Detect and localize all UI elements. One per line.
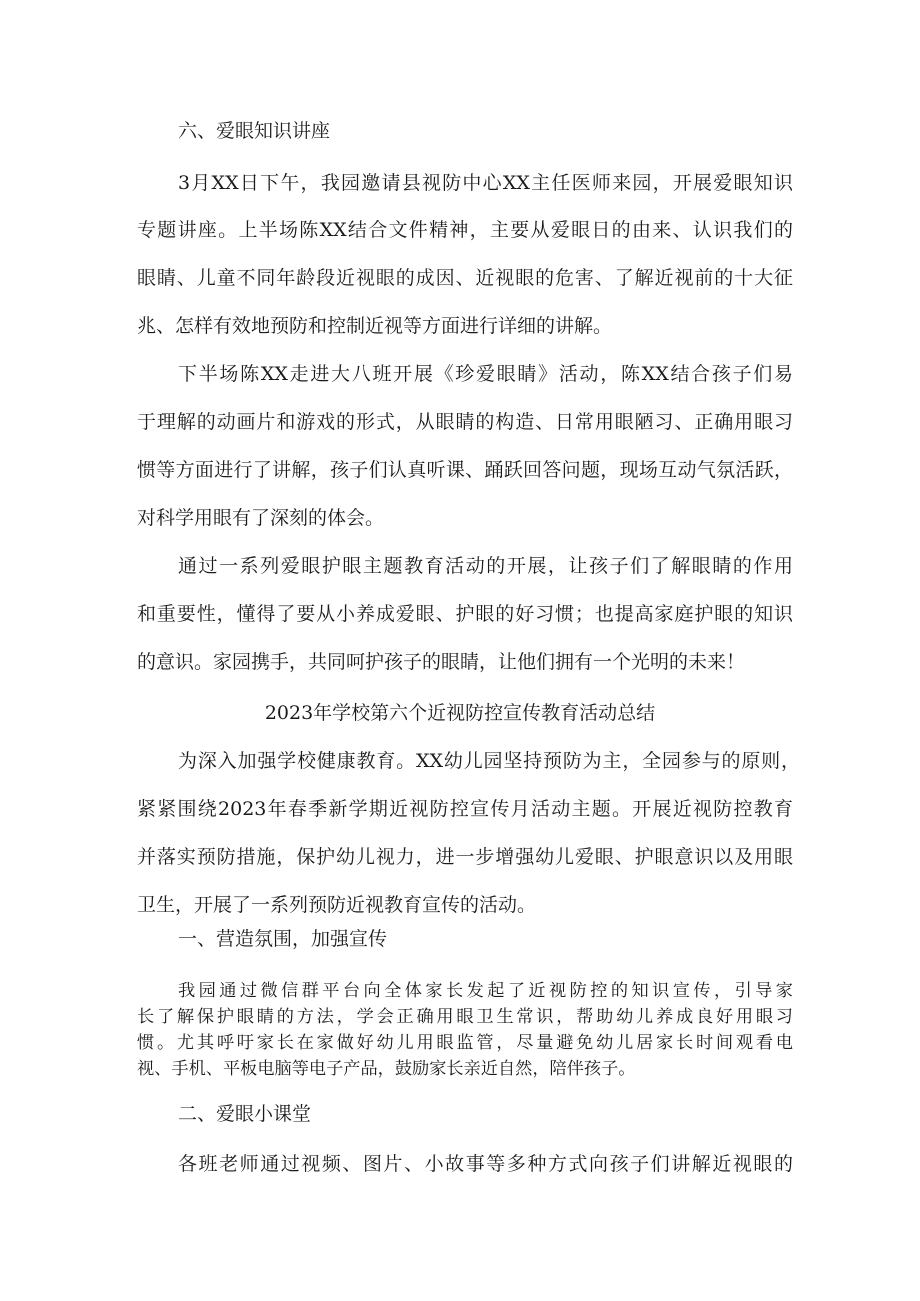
paragraph-line: 下半场陈XX走进大八班开展《珍爱眼睛》活动，陈XX结合孩子们易 bbox=[178, 363, 793, 385]
paragraph-line: 3月XX日下午，我园邀请县视防中心XX主任医师来园，开展爱眼知识 bbox=[178, 172, 793, 194]
paragraph-line: 为深入加强学校健康教育。XX幼儿园坚持预防为主，全园参与的原则， bbox=[178, 750, 800, 772]
paragraph-line: 通过一系列爱眼护眼主题教育活动的开展，让孩子们了解眼睛的作用 bbox=[178, 555, 793, 577]
paragraph-line: 卫生，开展了一系列预防近视教育宣传的活动。 bbox=[137, 894, 537, 916]
paragraph-line: 我园通过微信群平台向全体家长发起了近视防控的知识宣传，引导家 bbox=[178, 981, 793, 1001]
paragraph-line: 长了解保护眼睛的方法，学会正确用眼卫生常识，帮助幼儿养成良好用眼习 bbox=[137, 1007, 793, 1027]
paragraph-line: 的意识。家园携手，共同呵护孩子的眼睛，让他们拥有一个光明的未来！ bbox=[137, 651, 746, 673]
paragraph-line: 并落实预防措施，保护幼儿视力，进一步增强幼儿爱眼、护眼意识以及用眼 bbox=[137, 846, 793, 868]
paragraph-line: 于理解的动画片和游戏的形式，从眼睛的构造、日常用眼陋习、正确用眼习 bbox=[137, 411, 793, 433]
paragraph-line: 专题讲座。上半场陈XX结合文件精神，主要从爱眼日的由来、认识我们的 bbox=[137, 219, 793, 241]
paragraph-line: 惯等方面进行了讲解，孩子们认真听课、踊跃回答问题，现场互动气氛活跃， bbox=[137, 459, 793, 481]
paragraph-line: 眼睛、儿童不同年龄段近视眼的成因、近视眼的危害、了解近视前的十大征 bbox=[137, 267, 793, 289]
paragraph-line: 对科学用眼有了深刻的体会。 bbox=[137, 507, 385, 529]
paragraph-line: 各班老师通过视频、图片、小故事等多种方式向孩子们讲解近视眼的 bbox=[178, 1153, 793, 1175]
paragraph-line: 惯。尤其呼吁家长在家做好幼儿用眼监管，尽量避免幼儿居家长时间观看电 bbox=[137, 1033, 793, 1053]
section-heading: 一、营造氛围，加强宣传 bbox=[178, 928, 388, 950]
article-title: 2023年学校第六个近视防控宣传教育活动总结 bbox=[264, 702, 656, 724]
section-heading: 六、爱眼知识讲座 bbox=[178, 120, 331, 142]
section-heading: 二、爱眼小课堂 bbox=[178, 1103, 312, 1125]
paragraph-line: 视、手机、平板电脑等电子产品，鼓励家长亲近自然，陪伴孩子。 bbox=[137, 1059, 636, 1079]
paragraph-line: 紧紧围绕2023年春季新学期近视防控宣传月活动主题。开展近视防控教育 bbox=[137, 798, 793, 820]
paragraph-line: 和重要性，懂得了要从小养成爱眼、护眼的好习惯；也提高家庭护眼的知识 bbox=[137, 603, 793, 625]
paragraph-line: 兆、怎样有效地预防和控制近视等方面进行详细的讲解。 bbox=[137, 315, 613, 337]
